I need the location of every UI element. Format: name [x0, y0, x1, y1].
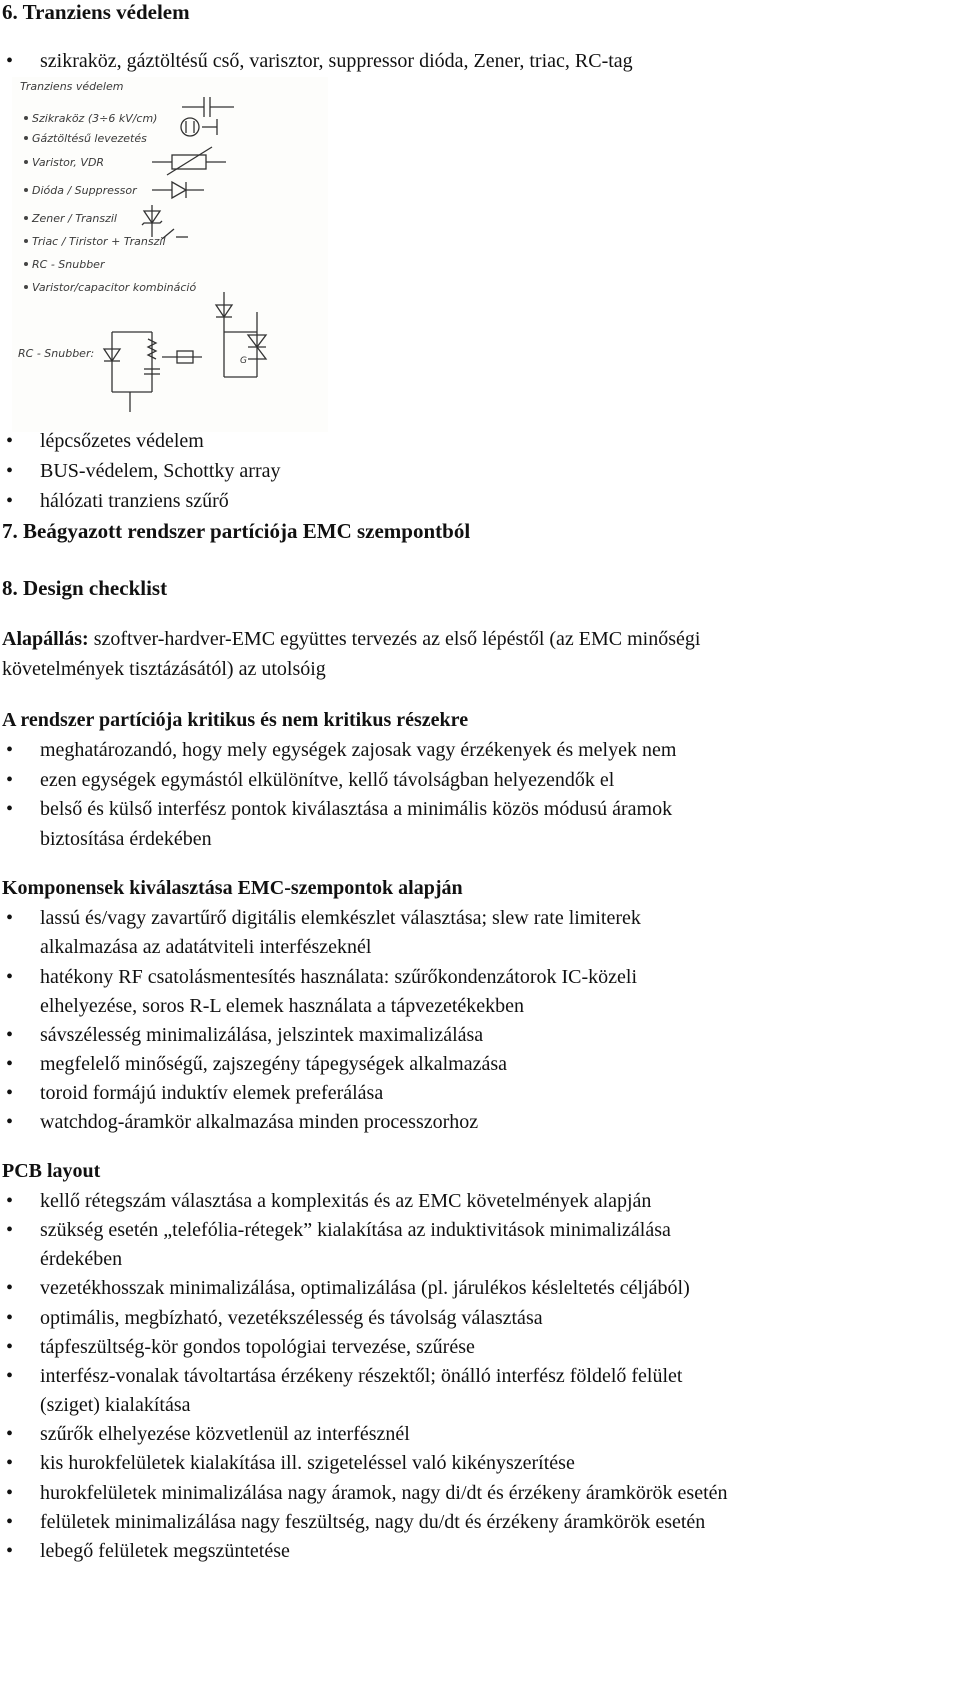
bullet-icon: • [6, 1111, 14, 1133]
list-item-continuation: (sziget) kialakítása [40, 1394, 191, 1416]
list-item-continuation: alkalmazása az adatátviteli interfészeknél [40, 936, 372, 958]
bullet-icon: • [6, 1219, 14, 1241]
bullet-icon: • [6, 430, 14, 452]
list-item: watchdog-áramkör alkalmazása minden processzorhoz [40, 1111, 479, 1133]
intro-line-2: követelmények tisztázásától) az utolsóig [2, 658, 326, 680]
list-item: megfelelő minőségű, zajszegény tápegységek alkalmazása [40, 1053, 508, 1075]
sketch-label-2: Gáztöltésű levezetés [32, 132, 147, 145]
list-item: BUS-védelem, Schottky array [40, 460, 281, 482]
sketch-label-7: RC - Snubber [32, 258, 105, 271]
list-item: toroid formájú induktív elemek preferálása [40, 1082, 384, 1104]
bullet-icon: • [6, 490, 14, 512]
list-item: belső és külső interfész pontok kiválasztása a minimális közös módusú áramok [40, 798, 673, 820]
bullet-icon: • [6, 739, 14, 761]
list-item: felületek minimalizálása nagy feszültség, nagy du/dt és érzékeny áramkörök esetén [40, 1511, 706, 1533]
list-item: lassú és/vagy zavartűrő digitális elemkészlet választása; slew rate limiterek [40, 907, 641, 929]
sketch-label-4: Dióda / Suppressor [32, 184, 137, 197]
sketch-label-6: Triac / Tiristor + Transzil [32, 235, 166, 248]
bullet-icon: • [6, 1024, 14, 1046]
bullet-icon: • [6, 1336, 14, 1358]
sketch-label-8: Varistor/capacitor kombináció [32, 281, 197, 294]
sketch-title: Tranziens védelem [20, 80, 124, 93]
intro-label: Alapállás: [2, 628, 89, 650]
subsection-pcb-title: PCB layout [2, 1160, 101, 1182]
bullet-icon: • [6, 907, 14, 929]
list-item: szűrők elhelyezése közvetlenül az interfésznél [40, 1423, 410, 1445]
section-6-heading: 6. Tranziens védelem [2, 0, 190, 24]
bullet-icon: • [6, 1082, 14, 1104]
bullet-icon: • [6, 1053, 14, 1075]
bullet-icon: • [6, 769, 14, 791]
section-8-heading: 8. Design checklist [2, 576, 168, 600]
list-item: hálózati tranziens szűrő [40, 490, 229, 512]
bullet-icon: • [6, 966, 14, 988]
bullet-icon: • [6, 798, 14, 820]
list-item: hatékony RF csatolásmentesítés használata: szűrőkondenzátorok IC-közeli [40, 966, 638, 988]
sketch-label-9: RC - Snubber: [18, 347, 95, 360]
sketch-drawing [12, 77, 328, 432]
list-item-continuation: elhelyezése, soros R-L elemek használata a tápvezetékekben [40, 995, 525, 1017]
subsection-components-title: Komponensek kiválasztása EMC-szempontok alapján [2, 877, 463, 899]
sketch-label-3: Varistor, VDR [32, 156, 105, 169]
intro-line-1 [2, 628, 700, 651]
list-item: tápfeszültség-kör gondos topológiai tervezése, szűrése [40, 1336, 475, 1358]
list-item: sávszélesség minimalizálása, jelszintek maximalizálása [40, 1024, 484, 1046]
bullet-icon: • [6, 1511, 14, 1533]
list-item: vezetékhosszak minimalizálása, optimalizálása (pl. járulékos késleltetés céljából) [40, 1277, 690, 1299]
list-item: lépcsőzetes védelem [40, 430, 204, 452]
list-item: lebegő felületek megszüntetése [40, 1540, 290, 1562]
section-7-heading: 7. Beágyazott rendszer partíciója EMC szempontból [2, 519, 471, 543]
bullet-icon: • [6, 1277, 14, 1299]
bullet-icon: • [6, 1190, 14, 1212]
list-item: ezen egységek egymástól elkülönítve, kellő távolságban helyezendők el [40, 769, 615, 791]
sketch-label-1: Szikraköz (3÷6 kV/cm) [32, 112, 158, 125]
handwritten-sketch [12, 77, 328, 432]
intro-text: szoftver-hardver-EMC együttes tervezés az első lépéstől (az EMC minőségi [88, 628, 701, 650]
bullet-icon: • [6, 1540, 14, 1562]
list-item: kellő rétegszám választása a komplexitás és az EMC követelmények alapján [40, 1190, 652, 1212]
list-item-continuation: biztosítása érdekében [40, 828, 212, 850]
list-item: kis hurokfelületek kialakítása ill. szigeteléssel való kikényszerítése [40, 1452, 575, 1474]
bullet-icon: • [6, 460, 14, 482]
list-item: optimális, megbízható, vezetékszélesség és távolság választása [40, 1307, 543, 1329]
list-item: hurokfelületek minimalizálása nagy áramok, nagy di/dt és érzékeny áramkörök esetén [40, 1482, 728, 1504]
bullet-icon: • [6, 1452, 14, 1474]
list-item: szükség esetén „telefólia-rétegek” kialakítása az induktivitások minimalizálása [40, 1219, 671, 1241]
bullet-icon: • [6, 1482, 14, 1504]
bullet-icon: • [6, 1307, 14, 1329]
bullet-icon: • [6, 1365, 14, 1387]
bullet-icon: • [6, 50, 14, 72]
bullet-icon: • [6, 1423, 14, 1445]
list-item-continuation: érdekében [40, 1248, 123, 1270]
sketch-label-10: G [240, 356, 247, 366]
list-item: szikraköz, gáztöltésű cső, varisztor, suppressor dióda, Zener, triac, RC-tag [40, 50, 633, 72]
list-item: meghatározandó, hogy mely egységek zajosak vagy érzékenyek és melyek nem [40, 739, 677, 761]
subsection-partition-title: A rendszer partíciója kritikus és nem kritikus részekre [2, 709, 469, 731]
sketch-label-5: Zener / Transzil [32, 212, 117, 225]
list-item: interfész-vonalak távoltartása érzékeny részektől; önálló interfész földelő felület [40, 1365, 683, 1387]
